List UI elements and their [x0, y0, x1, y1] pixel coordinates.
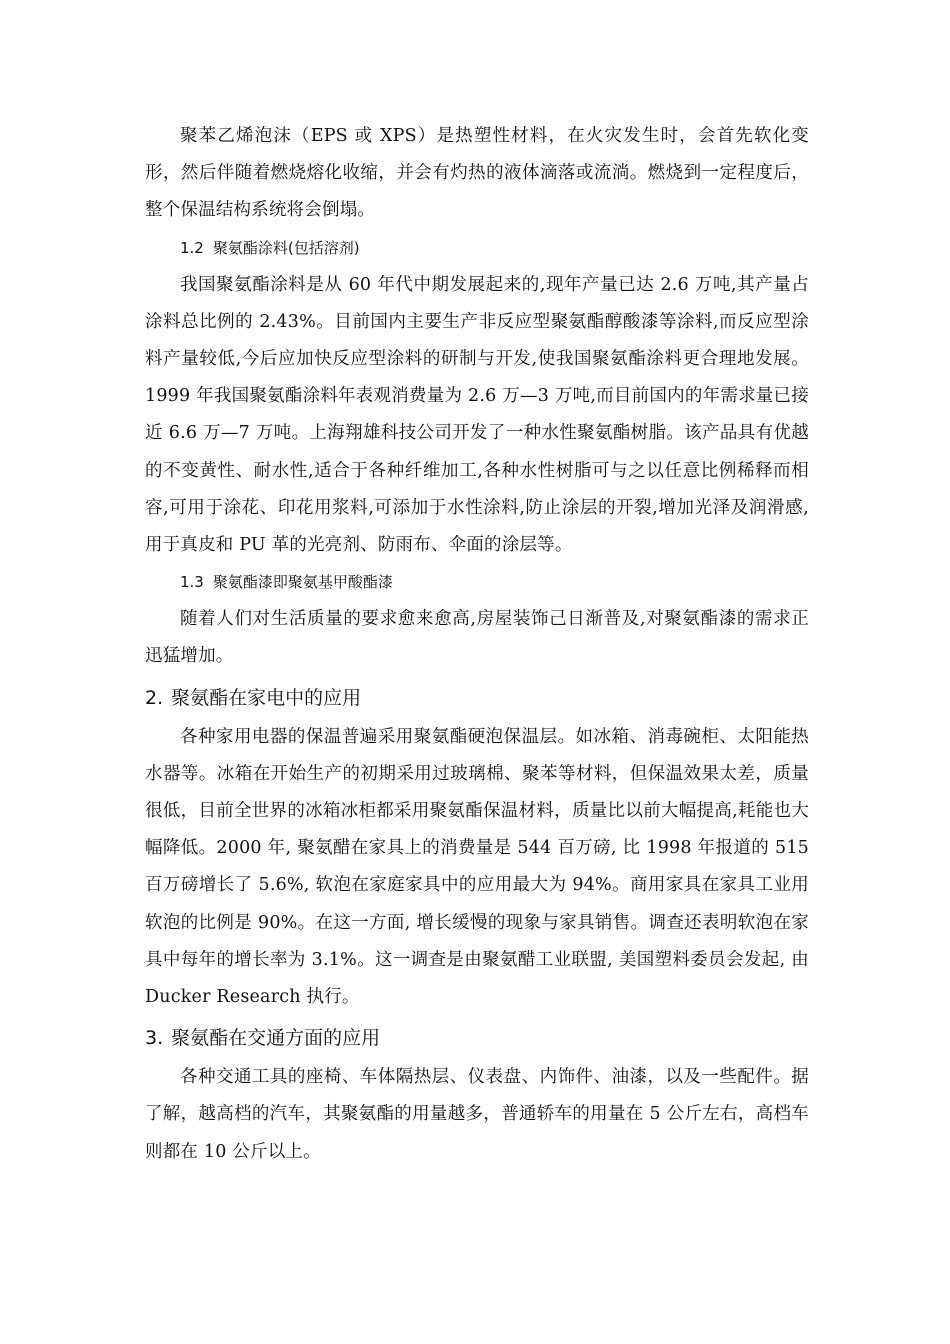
section-title: 聚氨酯在交通方面的应用	[171, 1027, 381, 1050]
subsection-number: 1.3	[180, 573, 204, 592]
paragraph-pu-coatings: 我国聚氨酯涂料是从 60 年代中期发展起来的,现年产量已达 2.6 万吨,其产量占涂料总比例的 2.43%。目前国内主要生产非反应型聚氨酯醇酸漆等涂料,而反应型涂料产量较低,今后应加快反应型涂料的研制与开发,使我国聚氨酯涂料更合理地发展。1999 年我国聚氨酯涂料年表观消费量为 2.6 万—3 万吨,而目前国内的年需求量已接近 6.6 万—7 万吨。上海翔雄科技公司开发了一种水性聚氨酯树脂。该产品具有优越的不变黄性、耐水性,适合于各种纤维加工,各种水性树脂可与之以任意比例稀释而相容,可用于涂花、印花用浆料,可添加于水性涂料,防止涂层的开裂,增加光泽及润滑感,用于真皮和 PU 革的光亮剂、防雨布、伞面的涂层等。	[145, 274, 809, 556]
paragraph-transportation: 各种交通工具的座椅、车体隔热层、仪表盘、内饰件、油漆，以及一些配件。据了解，越高档的汽车，其聚氨酯的用量越多，普通轿车的用量在 5 公斤左右，高档车则都在 10 公斤以上。	[145, 1067, 809, 1162]
paragraph-appliances: 各种家用电器的保温普遍采用聚氨酯硬泡保温层。如冰箱、消毒碗柜、太阳能热水器等。冰箱在开始生产的初期采用过玻璃棉、聚苯等材料，但保温效果太差，质量很低，目前全世界的冰箱冰柜都采用聚氨酯保温材料，质量比以前大幅提高,耗能也大幅降低。2000 年, 聚氨醋在家具上的消费量是 544 百万磅, 比 1998 年报道的 515 百万磅增长了 5.6%, 软泡在家庭家具中的应用最大为 94%。商用家具在家具工业用软泡的比例是 90%。在这一方面, 增长缓慢的现象与家具销售。调查还表明软泡在家具中每年的增长率为 3.1%。这一调查是由聚氨醋工业联盟, 美国塑料委员会发起, 由 Ducker Research 执行。	[145, 726, 809, 1008]
subsection-title: 聚氨酯漆即聚氨基甲酸酯漆	[212, 573, 393, 592]
section-heading-2	[145, 676, 809, 719]
subsection-heading-1-2	[145, 230, 809, 267]
section-number: 3.	[145, 1027, 164, 1050]
subsection-title: 聚氨酯涂料(包括溶剂)	[212, 238, 360, 257]
document-body	[145, 118, 809, 1171]
paragraph-eps-xps: 聚苯乙烯泡沫（EPS 或 XPS）是热塑性材料，在火灾发生时，会首先软化变形，然后伴随着燃烧熔化收缩，并会有灼热的液体滴落或流淌。燃烧到一定程度后，整个保温结构系统将会倒塌。	[145, 126, 809, 221]
section-title: 聚氨酯在家电中的应用	[171, 686, 362, 709]
subsection-heading-1-3	[145, 564, 809, 601]
section-number: 2.	[145, 686, 164, 709]
section-heading-3	[145, 1016, 809, 1059]
subsection-number: 1.2	[180, 238, 204, 257]
paragraph-pu-paint: 随着人们对生活质量的要求愈来愈高,房屋装饰己日渐普及,对聚氨酯漆的需求正迅猛增加。	[145, 609, 809, 667]
